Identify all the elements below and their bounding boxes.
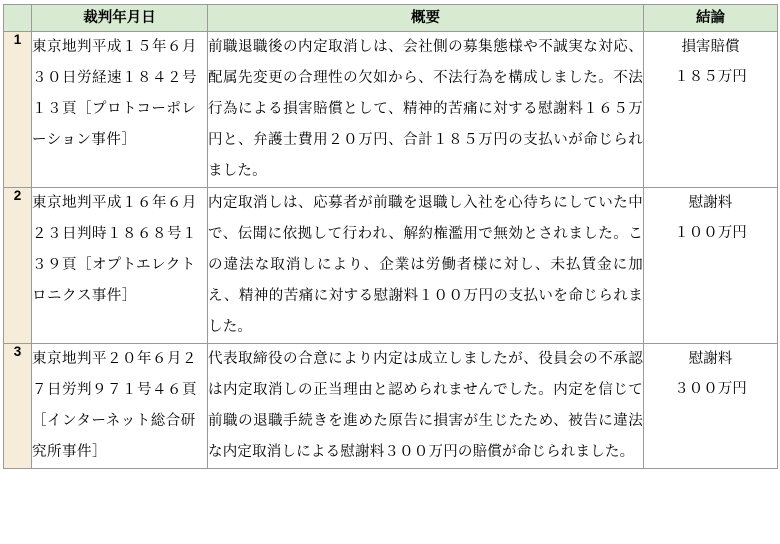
column-header-number <box>4 5 32 32</box>
row-number: 3 <box>4 344 32 469</box>
row-result-label: 慰謝料 <box>688 351 733 367</box>
table-row <box>4 344 778 469</box>
row-result-label: 慰謝料 <box>688 195 733 211</box>
case-law-table <box>3 4 778 469</box>
row-summary: 代表取締役の合意により内定は成立しましたが、役員会の不承認は内定取消しの正当理由と認められませんでした。内定を信じて前職の退職手続きを進めた原告に損害が生じたため、被告に違法な内定取消しによる慰謝料３００万円の賠償が命じられました。 <box>208 344 644 469</box>
column-header-summary: 概要 <box>208 5 644 32</box>
header-row <box>4 5 778 32</box>
row-summary: 内定取消しは、応募者が前職を退職し入社を心待ちにしていた中で、伝聞に依拠して行われ、解約権濫用で無効とされました。この違法な取消しにより、企業は労働者様に対し、未払賃金に加え、精神的苦痛に対する慰謝料１００万円の支払いを命じられました。 <box>208 188 644 344</box>
row-result-amount: ３００万円 <box>674 381 747 397</box>
column-header-result: 結論 <box>644 5 778 32</box>
table-body <box>4 32 778 469</box>
row-summary: 前職退職後の内定取消しは、会社側の募集態様や不誠実な対応、配属先変更の合理性の欠如から、不法行為を構成しました。不法行為による損害賠償として、精神的苦痛に対する慰謝料１６５万円と、弁護士費用２０万円、合計１８５万円の支払いが命じられました。 <box>208 32 644 188</box>
row-date: 東京地判平成１５年６月３０日労経速１８４２号１３頁［プロトコーポレーション事件］ <box>32 32 208 188</box>
row-date: 東京地判平２０年６月２７日労判９７１号４６頁［インターネット総合研究所事件］ <box>32 344 208 469</box>
table-row <box>4 32 778 188</box>
table-row <box>4 188 778 344</box>
row-date: 東京地判平成１６年６月２３日判時１８６８号１３９頁［オプトエレクトロニクス事件］ <box>32 188 208 344</box>
row-result-amount: １００万円 <box>674 225 747 241</box>
row-number: 2 <box>4 188 32 344</box>
row-number: 1 <box>4 32 32 188</box>
row-result-label: 損害賠償 <box>681 39 740 55</box>
row-result <box>644 32 778 188</box>
row-result <box>644 344 778 469</box>
table-header <box>4 5 778 32</box>
row-result-amount: １８５万円 <box>674 69 747 85</box>
column-header-date: 裁判年月日 <box>32 5 208 32</box>
row-result <box>644 188 778 344</box>
